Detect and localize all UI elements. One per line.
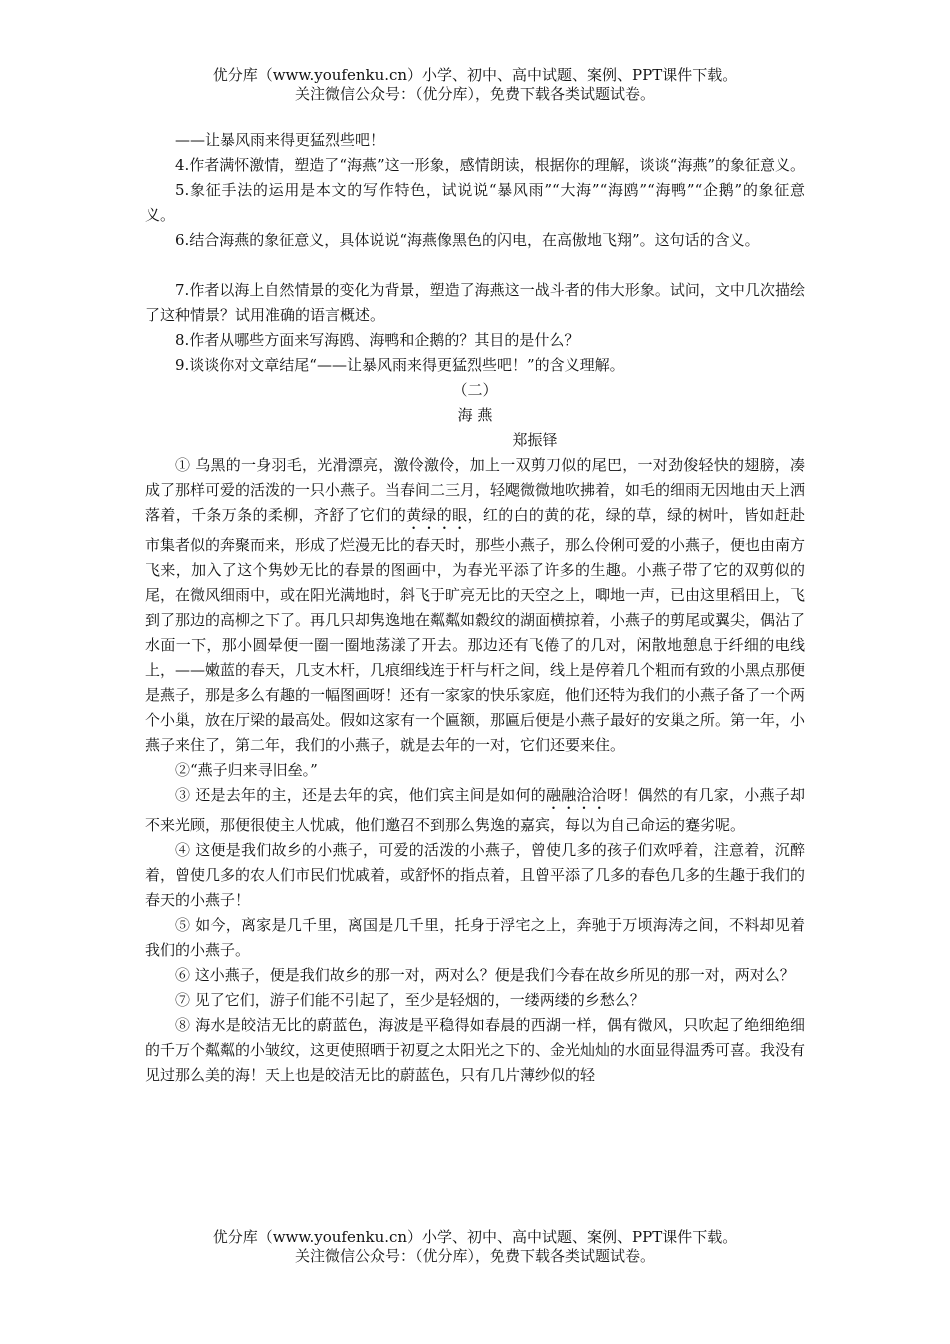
emphasized-phrase: 融融洽洽: [545, 786, 607, 804]
paragraph-5: ⑤ 如今，离家是几千里，离国是几千里，托身于浮宅之上，奔驰于万顷海涛之间，不料却见着我们的小燕子。: [145, 916, 805, 959]
page-footer: [0, 1228, 950, 1266]
emphasized-phrase: 黄绿的眼: [406, 506, 468, 524]
article-author: 郑振铎: [512, 431, 558, 449]
paragraph-1: [145, 453, 805, 758]
answer-space: [145, 253, 805, 278]
question-continuation: ——让暴风雨来得更猛烈些吧！: [175, 131, 386, 149]
footer-line-1: 优分库（www.youfenku.cn）小学、初中、高中试题、案例、PPT课件下载。: [212, 1228, 738, 1246]
paragraph-1-part-b: ，红的白的黄的花，绿的草，绿的树叶，皆如赶赴市集者似的奔聚而来，形成了烂漫无比的春天时，那些小燕子，那么伶俐可爱的小燕子，便也由南方飞来，加入了这个隽妙无比的春景的图画中，为春光平添了许多的生趣。小燕子带了它的双剪似的尾，在微风细雨中，或在阳光满地时，斜飞于旷亮无比的天空之上，唧地一声，已由这里稻田上，飞到了那边的高柳之下了。再几只却隽逸地在粼粼如縠纹的湖面横掠着，小燕子的剪尾或翼尖，偶沾了水面一下，那小圆晕便一圈一圈地荡漾了开去。那边还有飞倦了的几对，闲散地憩息于纤细的电线上，——嫩蓝的春天，几支木杆，几痕细线连于杆与杆之间，线上是停着几个粗而有致的小黑点那便是燕子，那是多么有趣的一幅图画呀！还有一家家的快乐家庭，他们还特为我们的小燕子备了一个两个小巢，放在厅梁的最高处。假如这家有一个匾额，那匾后便是小燕子最好的安巢之所。第一年，小燕子来住了，第二年，我们的小燕子，就是去年的一对，它们还要来住。: [145, 506, 806, 754]
paragraph-1-part-a: ① 乌黑的一身羽毛，光滑漂亮，激伶激伶，加上一双剪刀似的尾巴，一对劲俊轻快的翅膀，凑成了那样可爱的活泼的一只小燕子。当春间二三月，轻飔微微地吹拂着，如毛的细雨无因地由天上洒落着，千条万条的柔柳，齐舒了它们的: [145, 456, 806, 524]
header-line-1: 优分库（www.youfenku.cn）小学、初中、高中试题、案例、PPT课件下载。: [212, 66, 738, 84]
section-number: （二）: [452, 381, 498, 399]
question-6: 6.结合海燕的象征意义，具体说说“海燕像黑色的闪电，在高傲地飞翔”。这句话的含义。: [175, 231, 760, 249]
question-8: 8.作者从哪些方面来写海鸥、海鸭和企鹅的？其目的是什么？: [175, 331, 580, 349]
footer-line-2: 关注微信公众号：（优分库），免费下载各类试题试卷。: [294, 1247, 655, 1265]
document-body: [145, 128, 805, 1088]
question-9: 9.谈谈你对文章结尾“——让暴风雨来得更猛烈些吧！”的含义理解。: [175, 356, 625, 374]
paragraph-8: ⑧ 海水是皎洁无比的蔚蓝色，海波是平稳得如春晨的西湖一样，偶有微风，只吹起了绝细绝细的千万个粼粼的小皱纹，这更使照晒于初夏之太阳光之下的、金光灿灿的水面显得温秀可喜。我没有见过那么美的海！天上也是皎洁无比的蔚蓝色，只有几片薄纱似的轻: [145, 1016, 806, 1084]
paragraph-3: [145, 783, 805, 838]
question-7: 7.作者以海上自然情景的变化为背景，塑造了海燕这一战斗者的伟大形象。试问，文中几次描绘了这种情景？试用准确的语言概述。: [145, 281, 805, 324]
paragraph-3-part-b: 呀！偶然的有几家，小燕子却不来光顾，那便很使主人忧戚，他们邀召不到那么隽逸的嘉宾，每以为自己命运的蹇劣呢。: [145, 786, 805, 834]
article-title: 海 燕: [457, 406, 493, 424]
paragraph-2: ②“燕子归来寻旧垒。”: [175, 761, 318, 779]
paragraph-6: ⑥ 这小燕子，便是我们故乡的那一对，两对么？便是我们今春在故乡所见的那一对，两对么？: [175, 966, 795, 984]
paragraph-7: ⑦ 见了它们，游子们能不引起了，至少是轻烟的，一缕两缕的乡愁么？: [175, 991, 645, 1009]
header-line-2: 关注微信公众号：（优分库），免费下载各类试题试卷。: [294, 85, 655, 103]
question-4: 4.作者满怀激情，塑造了“海燕”这一形象，感情朗读，根据你的理解，谈谈“海燕”的象征意义。: [175, 156, 805, 174]
question-5: 5.象征手法的运用是本文的写作特色，试说说“暴风雨”“大海”“海鸥”“海鸭”“企鹅”的象征意义。: [145, 181, 805, 224]
paragraph-4: ④ 这便是我们故乡的小燕子，可爱的活泼的小燕子，曾使几多的孩子们欢呼着，注意着，沉醉着，曾使几多的农人们市民们忧戚着，或舒怀的指点着，且曾平添了几多的春色几多的生趣于我们的春天的小燕子！: [145, 841, 806, 909]
page-header: [0, 66, 950, 104]
paragraph-3-part-a: ③ 还是去年的主，还是去年的宾，他们宾主间是如何的: [175, 786, 546, 804]
